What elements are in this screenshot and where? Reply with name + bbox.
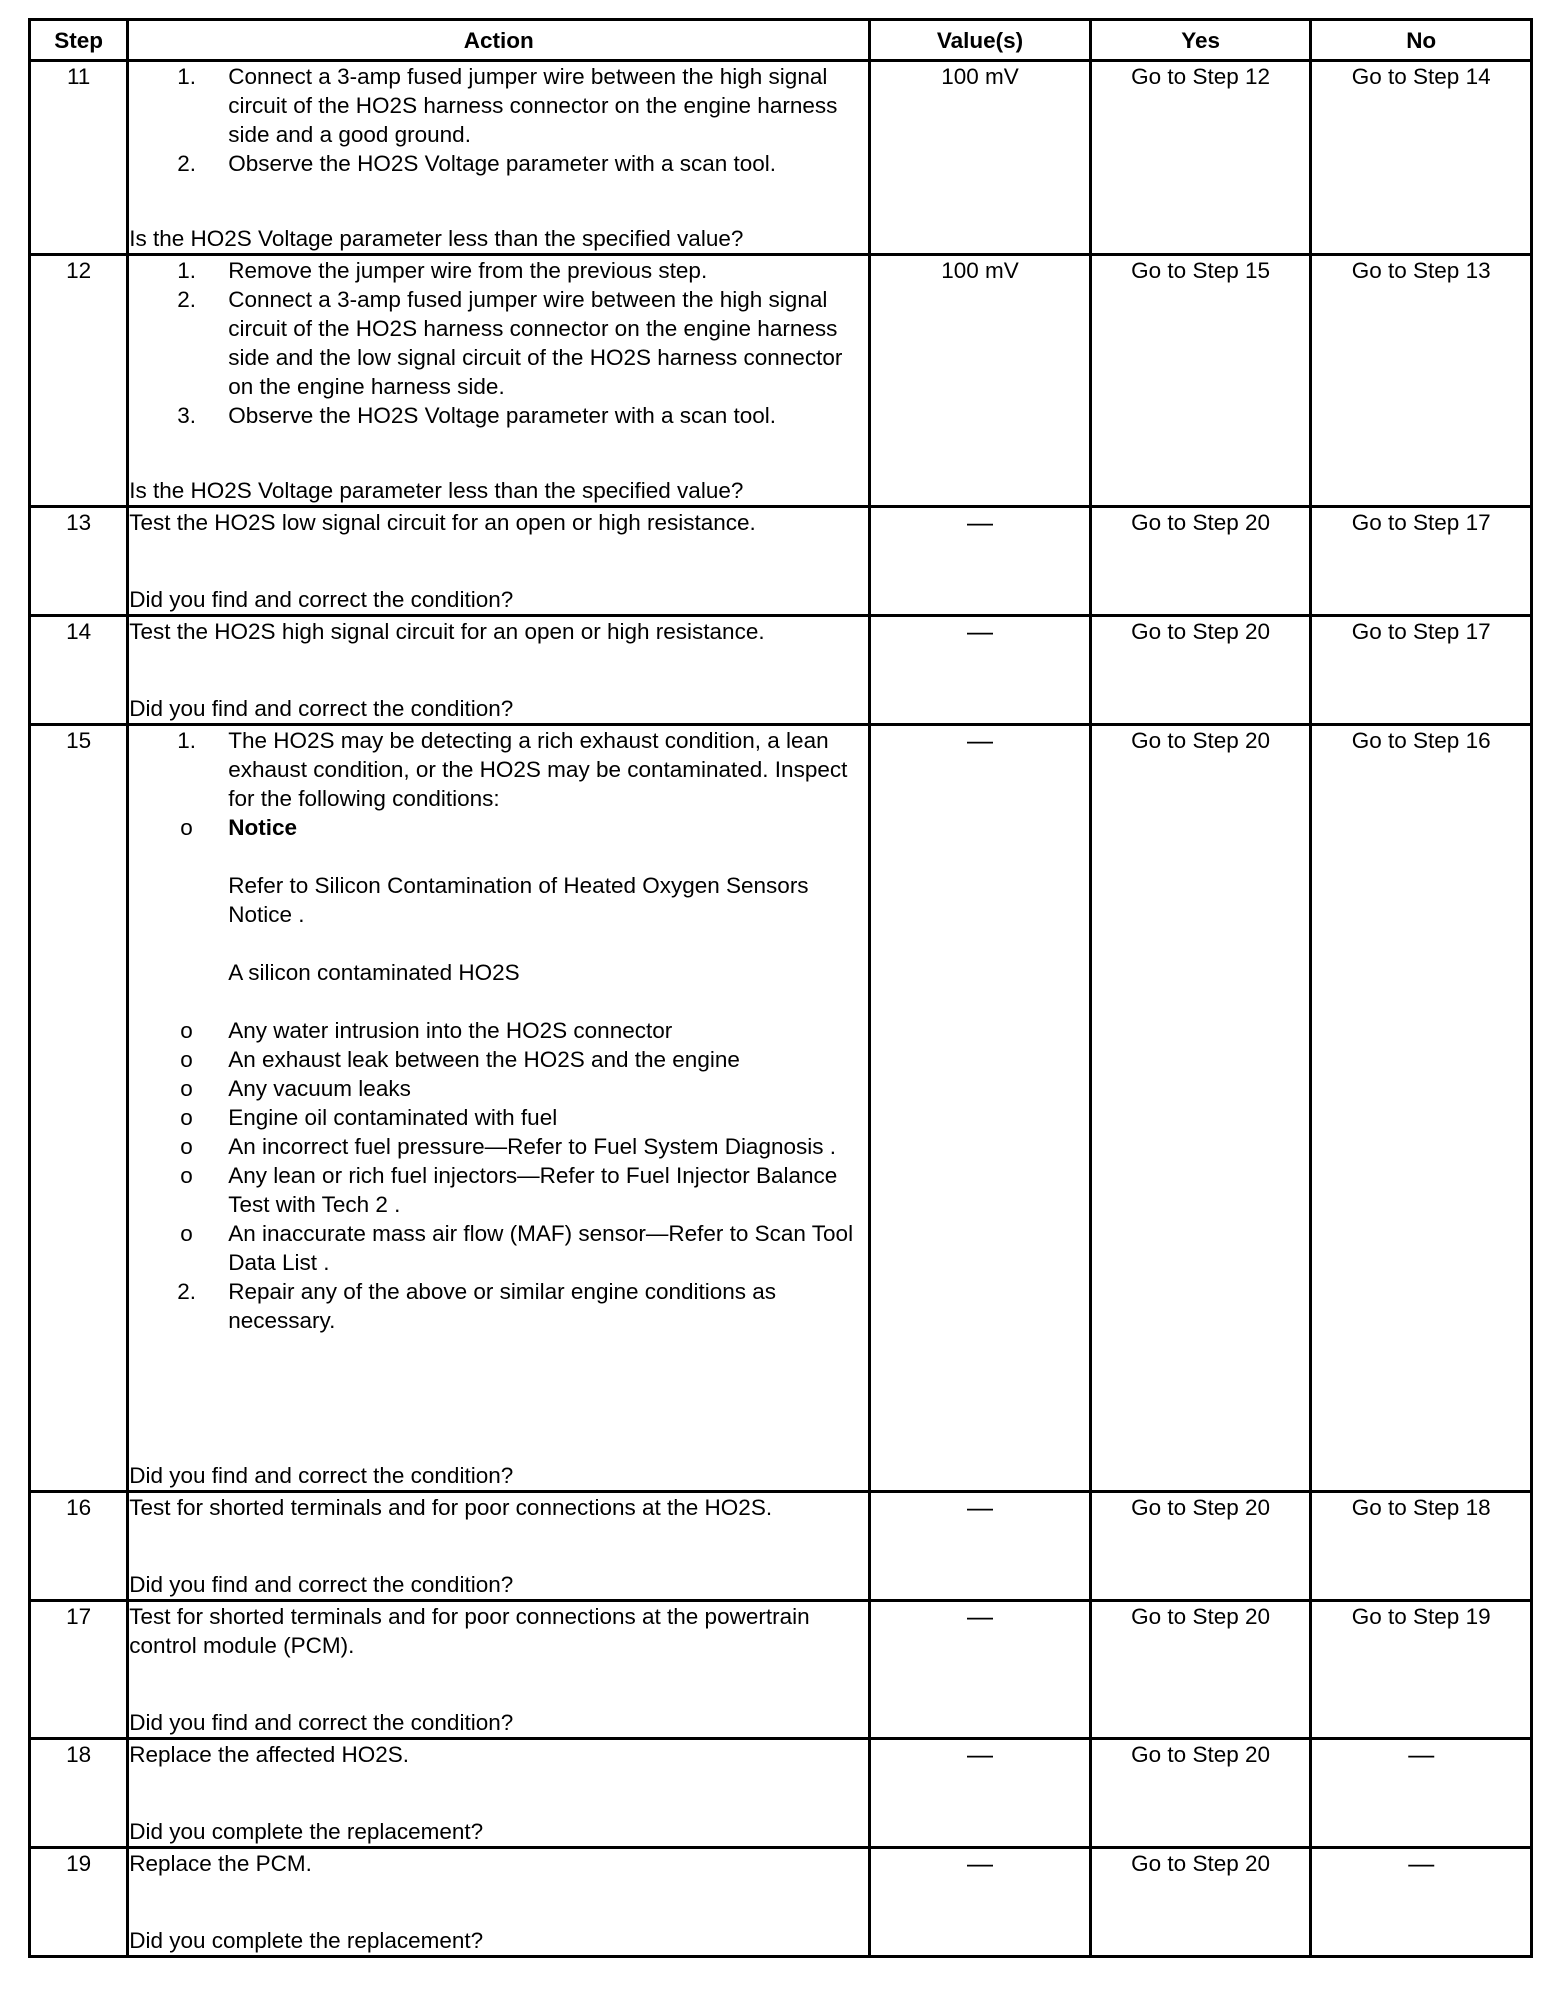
step-number: 16 [30, 1492, 128, 1601]
action-cell [128, 255, 870, 507]
bullet-item [129, 1219, 868, 1277]
bullet-item [129, 1132, 868, 1161]
bullet-item [129, 1074, 868, 1103]
yes-cell: Go to Step 20 [1090, 1492, 1311, 1601]
bullet-item [129, 1161, 868, 1219]
no-cell: — [1311, 1739, 1532, 1848]
list-item-text: The HO2S may be detecting a rich exhaust condition, a lean exhaust condition, or the HO2S may be contaminated. Inspect for the following conditions: [228, 728, 848, 811]
action-question: Did you find and correct the condition? [129, 1463, 514, 1488]
list-item [129, 285, 868, 401]
yes-cell: Go to Step 20 [1090, 616, 1311, 725]
table-row [30, 61, 1532, 255]
action-text: Test the HO2S high signal circuit for an open or high resistance. [129, 619, 765, 644]
action-cell [128, 507, 870, 616]
table-row [30, 1601, 1532, 1739]
bullet-glyph: o [180, 815, 193, 840]
action-question: Did you find and correct the condition? [129, 696, 514, 721]
step-number: 12 [30, 255, 128, 507]
list-item [129, 256, 868, 285]
list-number: 1. [177, 64, 197, 89]
table-row [30, 507, 1532, 616]
list-item [129, 62, 868, 149]
list-number: 1. [177, 728, 197, 753]
list-item-text: Connect a 3-amp fused jumper wire between the high signal circuit of the HO2S harness connector on the engine harness side and a good ground. [228, 64, 838, 147]
yes-cell: Go to Step 20 [1090, 1601, 1311, 1739]
list-item-text: Repair any of the above or similar engine conditions as necessary. [228, 1279, 777, 1333]
numbered-list [129, 726, 868, 1335]
value-cell: — [870, 616, 1091, 725]
value-cell: — [870, 507, 1091, 616]
diagnostic-table [28, 18, 1533, 1958]
header-step: Step [30, 20, 128, 61]
list-item-text: Observe the HO2S Voltage parameter with a scan tool. [228, 151, 777, 176]
action-question: Did you find and correct the condition? [129, 1572, 514, 1597]
header-no: No [1311, 20, 1532, 61]
bullet-text: Engine oil contaminated with fuel [228, 1105, 558, 1130]
action-text: Test the HO2S low signal circuit for an open or high resistance. [129, 510, 756, 535]
action-cell [128, 1492, 870, 1601]
action-cell [128, 1739, 870, 1848]
no-cell: Go to Step 17 [1311, 616, 1532, 725]
no-cell: Go to Step 14 [1311, 61, 1532, 255]
no-cell: Go to Step 17 [1311, 507, 1532, 616]
yes-cell: Go to Step 12 [1090, 61, 1311, 255]
action-text: Test for shorted terminals and for poor connections at the HO2S. [129, 1495, 773, 1520]
header-action: Action [128, 20, 870, 61]
list-number: 2. [177, 1279, 197, 1304]
action-cell [128, 616, 870, 725]
bullet-glyph: o [180, 1163, 193, 1188]
bullet-item [129, 1045, 868, 1074]
table-row [30, 725, 1532, 1492]
bullet-glyph: o [180, 1047, 193, 1072]
list-item [129, 1277, 868, 1335]
bullet-glyph: o [180, 1221, 193, 1246]
step-number: 13 [30, 507, 128, 616]
bullet-text: Any water intrusion into the HO2S connector [228, 1018, 673, 1043]
no-cell: Go to Step 13 [1311, 255, 1532, 507]
header-yes: Yes [1090, 20, 1311, 61]
list-number: 1. [177, 258, 197, 283]
bullet-text: An inaccurate mass air flow (MAF) sensor—Refer to Scan Tool Data List . [228, 1221, 854, 1275]
action-question: Did you complete the replacement? [129, 1928, 484, 1953]
bullet-list [129, 813, 868, 1277]
numbered-list [129, 62, 868, 178]
bullet-text: An incorrect fuel pressure—Refer to Fuel System Diagnosis . [228, 1134, 836, 1159]
step-number: 17 [30, 1601, 128, 1739]
action-question: Is the HO2S Voltage parameter less than the specified value? [129, 226, 744, 251]
list-item [129, 726, 868, 1277]
list-item-text: Connect a 3-amp fused jumper wire between the high signal circuit of the HO2S harness connector on the engine harness side and the low signal circuit of the HO2S harness connector on the engine harness side. [228, 287, 843, 399]
value-cell: — [870, 1601, 1091, 1739]
list-item [129, 149, 868, 178]
step-number: 19 [30, 1848, 128, 1957]
bullet-glyph: o [180, 1076, 193, 1101]
step-number: 11 [30, 61, 128, 255]
bullet-text: Any vacuum leaks [228, 1076, 411, 1101]
action-question: Did you find and correct the condition? [129, 1710, 514, 1735]
action-text: Test for shorted terminals and for poor connections at the powertrain control module (PCM). [129, 1604, 810, 1658]
yes-cell: Go to Step 20 [1090, 1739, 1311, 1848]
no-cell: Go to Step 18 [1311, 1492, 1532, 1601]
no-cell: — [1311, 1848, 1532, 1957]
bullet-item-notice [129, 813, 868, 1016]
list-item-text: Remove the jumper wire from the previous step. [228, 258, 708, 283]
action-question: Did you complete the replacement? [129, 1819, 484, 1844]
action-text: Replace the affected HO2S. [129, 1742, 410, 1767]
list-number: 3. [177, 403, 197, 428]
bullet-glyph: o [180, 1134, 193, 1159]
yes-cell: Go to Step 15 [1090, 255, 1311, 507]
action-cell [128, 1848, 870, 1957]
value-cell: — [870, 1492, 1091, 1601]
table-row [30, 1492, 1532, 1601]
step-number: 14 [30, 616, 128, 725]
action-question: Did you find and correct the condition? [129, 587, 514, 612]
value-cell: 100 mV [870, 255, 1091, 507]
notice-title: Notice [228, 815, 298, 840]
list-item-text: Observe the HO2S Voltage parameter with a scan tool. [228, 403, 777, 428]
yes-cell: Go to Step 20 [1090, 1848, 1311, 1957]
header-values: Value(s) [870, 20, 1091, 61]
value-cell: — [870, 1739, 1091, 1848]
list-number: 2. [177, 151, 197, 176]
yes-cell: Go to Step 20 [1090, 507, 1311, 616]
list-item [129, 401, 868, 430]
bullet-glyph: o [180, 1105, 193, 1130]
notice-extra: A silicon contaminated HO2S [228, 960, 520, 985]
bullet-text: Any lean or rich fuel injectors—Refer to Fuel Injector Balance Test with Tech 2 . [228, 1163, 838, 1217]
yes-cell: Go to Step 20 [1090, 725, 1311, 1492]
action-cell [128, 725, 870, 1492]
list-number: 2. [177, 287, 197, 312]
step-number: 15 [30, 725, 128, 1492]
step-number: 18 [30, 1739, 128, 1848]
numbered-list [129, 256, 868, 430]
table-row [30, 616, 1532, 725]
action-cell [128, 1601, 870, 1739]
no-cell: Go to Step 16 [1311, 725, 1532, 1492]
table-row [30, 255, 1532, 507]
no-cell: Go to Step 19 [1311, 1601, 1532, 1739]
header-row [30, 20, 1532, 61]
value-cell: — [870, 725, 1091, 1492]
bullet-glyph: o [180, 1018, 193, 1043]
action-cell [128, 61, 870, 255]
value-cell: 100 mV [870, 61, 1091, 255]
notice-body: Refer to Silicon Contamination of Heated Oxygen Sensors Notice . [228, 873, 809, 927]
bullet-text: An exhaust leak between the HO2S and the engine [228, 1047, 740, 1072]
bullet-item [129, 1016, 868, 1045]
table-row [30, 1739, 1532, 1848]
value-cell: — [870, 1848, 1091, 1957]
action-question: Is the HO2S Voltage parameter less than the specified value? [129, 478, 744, 503]
action-text: Replace the PCM. [129, 1851, 312, 1876]
bullet-item [129, 1103, 868, 1132]
table-row [30, 1848, 1532, 1957]
